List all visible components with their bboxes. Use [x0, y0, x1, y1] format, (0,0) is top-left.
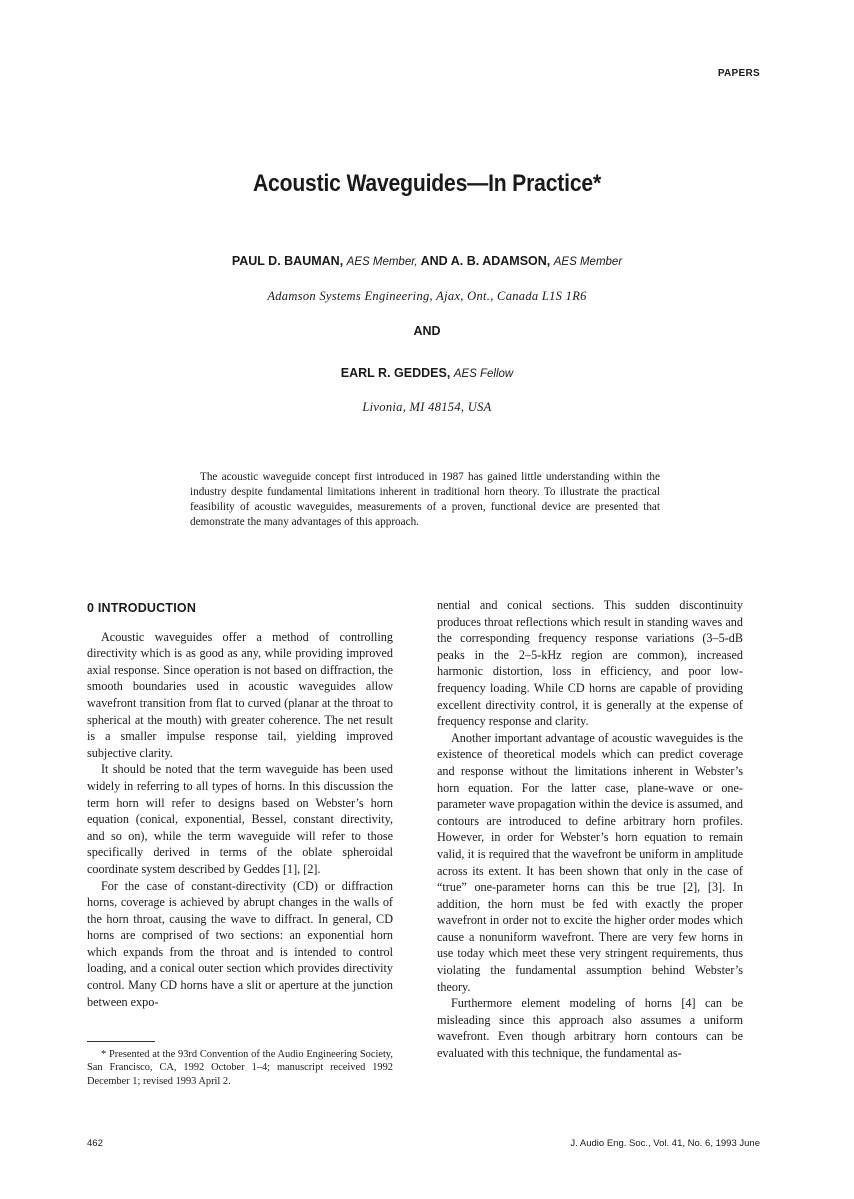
body-paragraph: For the case of constant-directivity (CD) or diffraction horns, coverage is achieved by abrupt changes in the walls of the horn throat, causing the wave to diffract. In general, CD horns are comprised of two sections: an exponential horn which expands from the throat and is intended to control loading, and a conical outer section which provides directivity control. Many CD horns have a slit or aperture at the junction between expo-	[87, 878, 393, 1009]
body-paragraph: Another important advantage of acoustic waveguides is the existence of theoretical models which can predict coverage and response without the limitations inherent in Webster’s horn equation. For the latter case, plane-wave or one-parameter wave propagation within the device is assumed, and contours are introduced to define arbitrary horn profiles. However, in order for Webster’s horn equation to remain valid, it is required that the wavefront be uniform in amplitude across its extent. It has been shown that only in the case of “true” one-parameter horns can this be true [2], [3]. In addition, the horn must be fed with exactly the proper wavefront in order not to excite the higher order modes which cause a nonuniform wavefront. There are very few horns in use today which meet these very stringent requirements, thus violating the fundamental assumption behind Webster’s theory.	[437, 730, 743, 994]
footnote: * Presented at the 93rd Convention of the Audio Engineering Society, San Francisco, CA, 1992 October 1–4; manuscript received 1992 December 1; revised 1993 April 2.	[87, 1049, 393, 1087]
section-label: PAPERS	[717, 68, 760, 79]
right-column	[437, 597, 743, 1062]
affiliation-2: Livonia, MI 48154, USA	[362, 400, 492, 414]
affiliation-1: Adamson Systems Engineering, Ajax, Ont., Canada L1S 1R6	[267, 289, 587, 303]
author-line-1	[0, 254, 854, 268]
body-paragraph: Furthermore element modeling of horns [4] can be misleading since this approach also assumes a uniform wavefront. Even though arbitrary horn contours can be evaluated with this technique, the fundamental as-	[437, 996, 743, 1061]
author-role-geddes: AES Fellow	[453, 368, 514, 380]
page-number: 462	[87, 1138, 103, 1149]
author-line-2	[0, 366, 854, 380]
author-name-adamson: A. B. ADAMSON,	[450, 254, 551, 268]
body-paragraph: It should be noted that the term waveguide has been used widely in referring to all types of horns. In this discussion the term horn will refer to designs based on Webster’s horn equation (conical, exponential, Bessel, constant directivity, and so on), while the term waveguide will refer to those specifically derived in terms of the oblate spheroidal coordinate system described by Geddes [1], [2].	[87, 762, 393, 876]
author-role-adamson: AES Member	[553, 256, 623, 268]
author-separator: AND	[413, 324, 441, 338]
author-name-geddes: EARL R. GEDDES,	[340, 366, 451, 380]
author-role-bauman: AES Member,	[346, 256, 418, 268]
left-column	[87, 600, 393, 1010]
author-name-bauman: PAUL D. BAUMAN,	[231, 254, 344, 268]
body-paragraph: Acoustic waveguides offer a method of controlling directivity which is as good as any, while providing improved axial response. Since operation is not based on diffraction, the smooth boundaries used in acoustic waveguides allow wavefront transition from flat to curved (planar at the throat to spherical at the mouth) with greater coherence. The net result is a smaller impulse response tail, yielding improved subjective clarity.	[87, 629, 393, 760]
abstract	[190, 470, 660, 530]
footnote-divider	[87, 1041, 155, 1042]
abstract-text: The acoustic waveguide concept first introduced in 1987 has gained little understanding within the industry despite fundamental limitations inherent in traditional horn theory. To illustrate the practical feasibility of acoustic waveguides, measurements of a proven, functional device are presented that demonstrate the many advantages of this approach.	[190, 471, 660, 528]
body-paragraph-continuation: nential and conical sections. This sudden discontinuity produces throat reflections which result in standing waves and the corresponding frequency response variations (3–5-dB peaks in the 2–5-kHz region are common), increased harmonic distortion, loss in efficiency, and poor low-frequency loading. While CD horns are capable of providing excellent directivity control, it is generally at the expense of frequency response and clarity.	[437, 598, 743, 729]
author-conjunction: AND	[420, 254, 448, 268]
paper-title: Acoustic Waveguides—In Practice*	[252, 170, 602, 197]
journal-citation: J. Audio Eng. Soc., Vol. 41, No. 6, 1993 June	[570, 1138, 760, 1149]
section-heading-introduction: 0 INTRODUCTION	[87, 601, 197, 615]
